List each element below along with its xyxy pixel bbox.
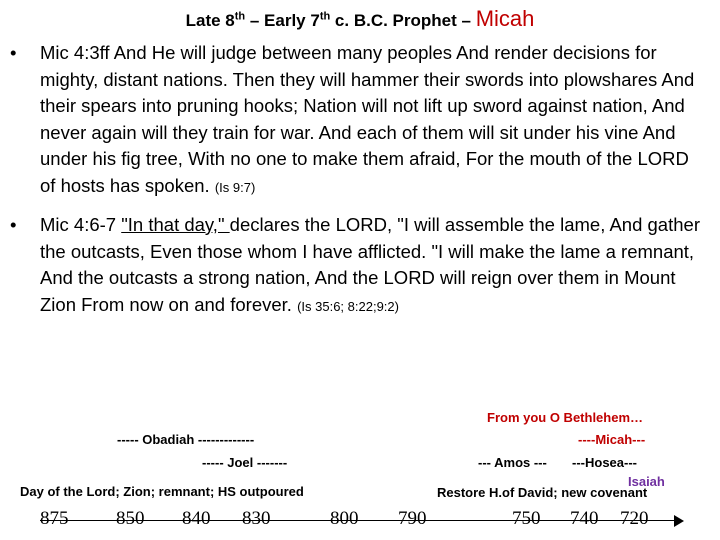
restore-label: Restore H.of David; new covenant: [437, 485, 648, 500]
amos-label: --- Amos ---: [478, 455, 547, 470]
hosea-label: ---Hosea---: [572, 455, 637, 470]
timeline-arrow-icon: [674, 515, 684, 527]
day-of-lord-label: Day of the Lord; Zion; remnant; HS outpoured: [20, 484, 304, 499]
year-720: 720: [620, 508, 649, 529]
bullet-dot: •: [10, 42, 17, 63]
year-800: 800: [330, 508, 359, 529]
isaiah-label: Isaiah: [628, 474, 665, 489]
obadiah-label: ----- Obadiah -------------: [117, 432, 255, 447]
cross-reference: (Is 9:7): [214, 179, 256, 195]
bullet-micah-4-6: • Mic 4:6-7 "In that day," declares the LORD, "I will assemble the lame, And gather the outcasts, Even those whom I have afflicted. "I will make the lame a remnant, And the outcasts a strong nation, And the LORD will reign over them in Mount Zion From now on and forever. (Is 35:6; 8:22;9:2): [10, 214, 700, 315]
bullet-micah-4-3: • Mic 4:3ff And He will judge between many peoples And render decisions for mighty, distant nations. Then they will hammer their swords into plowshares And their spears into pruning hooks; Nation will not lift up sword against nation, And never again will they train for war. And each of them will sit under his vine And under his fig tree, With no one to make them afraid, For the mouth of the LORD of hosts has spoken. (Is 9:7): [10, 42, 695, 196]
year-875: 875: [40, 508, 69, 529]
year-840: 840: [182, 508, 211, 529]
year-740: 740: [570, 508, 599, 529]
year-830: 830: [242, 508, 271, 529]
joel-label: ----- Joel -------: [202, 455, 288, 470]
bethlehem-label: From you O Bethlehem…: [487, 410, 644, 425]
year-790: 790: [398, 508, 427, 529]
year-750: 750: [512, 508, 541, 529]
in-that-day-phrase: "In that day,": [121, 214, 230, 235]
micah-label: ----Micah---: [578, 432, 646, 447]
bullet-dot: •: [10, 214, 17, 235]
cross-reference: (Is 35:6; 8:22;9:2): [297, 298, 399, 314]
year-850: 850: [116, 508, 145, 529]
prophet-name: Micah: [475, 6, 535, 31]
slide-title: Late 8th – Early 7th c. B.C. Prophet – Micah: [185, 6, 535, 31]
